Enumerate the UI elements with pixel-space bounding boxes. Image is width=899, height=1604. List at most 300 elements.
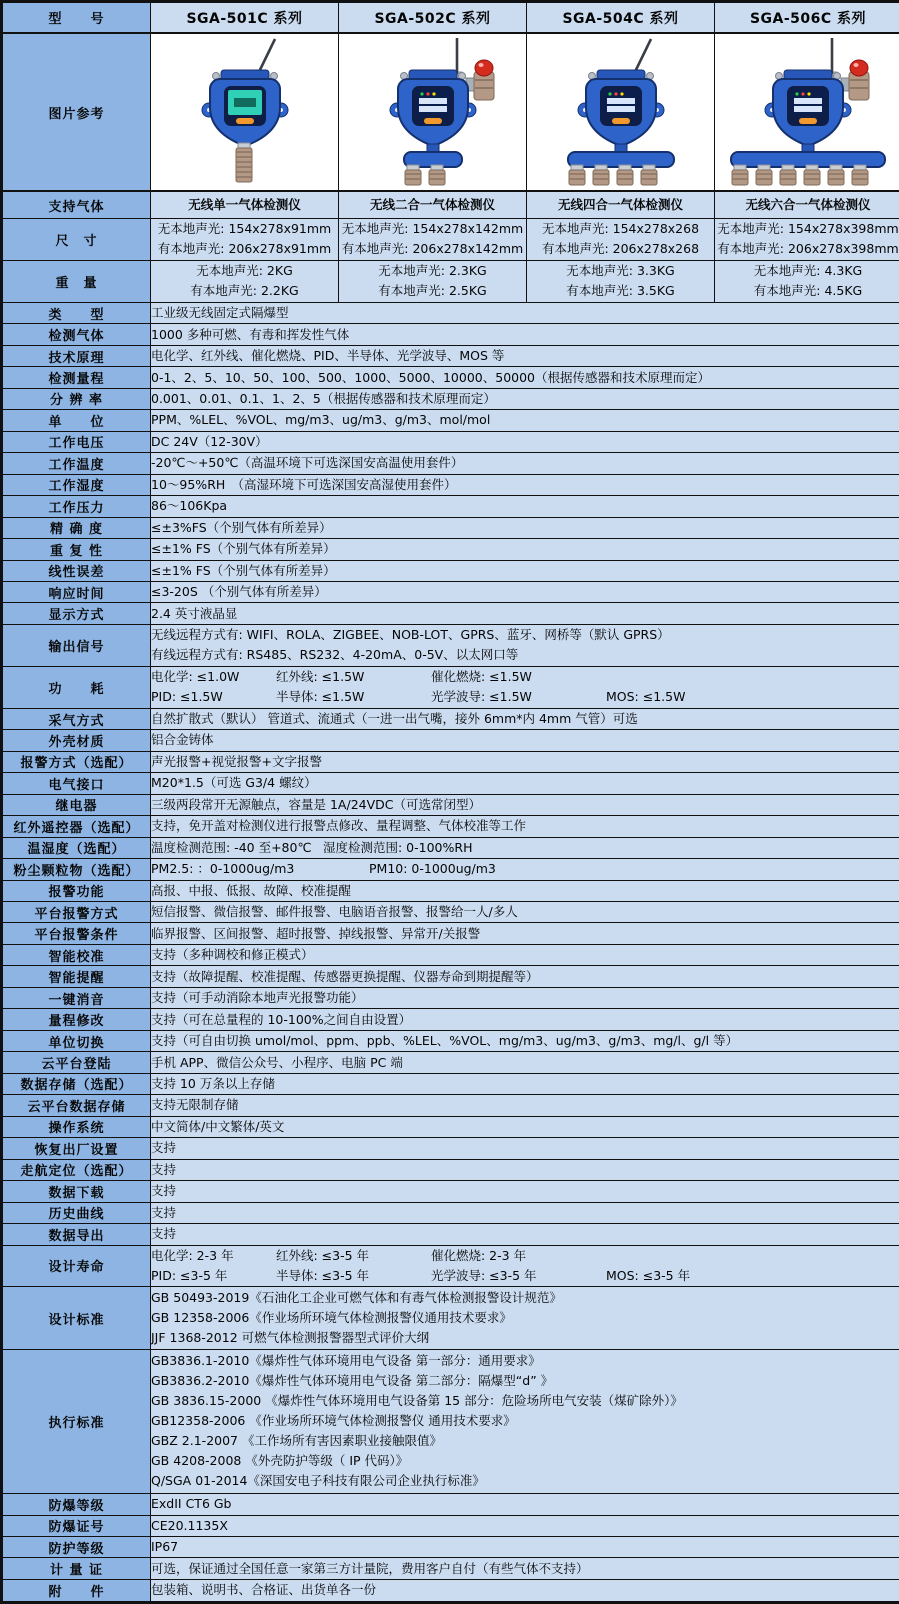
row-value-sampling-mode <box>151 708 899 729</box>
row-label-design-standard: 设计标准 <box>3 1287 151 1349</box>
row-value-smart-reminder <box>151 966 899 987</box>
row-value-display-mode <box>151 603 899 624</box>
spec-row-resolution <box>3 388 899 409</box>
value-line: ≤±3%FS（个别气体有所差异） <box>151 519 332 535</box>
row-label-sampling-mode: 采气方式 <box>3 708 151 729</box>
value-line: 电化学、红外线、催化燃烧、PID、半导体、光学波导、MOS 等 <box>151 348 505 364</box>
value-line: 三级两段常开无源触点，容量是 1A/24VDC（可选常闭型） <box>151 796 481 812</box>
value-line: 无本地声光: 154x278x91mm <box>157 221 332 237</box>
spec-row-supported-gas <box>3 191 899 219</box>
row-value-weight-col0 <box>151 260 339 302</box>
sensor-head-icon <box>236 143 252 182</box>
value-line: 支持（故障提醒、校准提醒、传感器更换提醒、仪器寿命到期提醒等） <box>151 968 539 984</box>
spec-row-weight <box>3 260 899 302</box>
row-label-data-storage: 数据存储（选配） <box>3 1073 151 1094</box>
value-line: GB 4208-2008 《外壳防护等级（ IP 代码）》 <box>151 1453 409 1469</box>
header-row <box>3 3 899 34</box>
row-label-protection-grade: 防护等级 <box>3 1536 151 1557</box>
value-line: 无本地声光: 2KG <box>196 263 293 279</box>
value-line: DC 24V（12-30V） <box>151 433 268 449</box>
row-value-design-standard <box>151 1287 899 1349</box>
value-segment: PID: ≤3-5 年 <box>151 1267 228 1283</box>
row-label-power-consumption: 功 耗 <box>3 666 151 708</box>
row-value-execution-standard <box>151 1349 899 1493</box>
row-value-repeatability <box>151 539 899 560</box>
row-value-supported-gas-col1 <box>339 191 527 219</box>
value-line: 支持（可在总量程的 10-100%之间自由设置） <box>151 1011 412 1027</box>
value-line: 无线二合一气体检测仪 <box>369 197 495 212</box>
row-label-design-life: 设计寿命 <box>3 1245 151 1287</box>
spec-row-design-standard <box>3 1287 899 1349</box>
spec-row-platform-alarm-mode <box>3 902 899 923</box>
spec-row-metrology-cert <box>3 1558 899 1579</box>
value-line: 有本地声光: 206x278x398mm <box>717 241 899 257</box>
sensor-head-icon <box>828 165 844 185</box>
value-segment: 电化学: 2-3 年 <box>151 1247 234 1263</box>
value-line: 手机 APP、微信公众号、小程序、电脑 PC 端 <box>151 1054 403 1070</box>
row-value-metrology-cert <box>151 1558 899 1579</box>
row-value-power-consumption <box>151 666 899 708</box>
row-value-ir-remote <box>151 816 899 837</box>
value-segment: MOS: ≤1.5W <box>606 689 686 705</box>
value-line: 包装箱、说明书、合格证、出货单各一份 <box>151 1582 377 1598</box>
spec-row-working-humidity <box>3 474 899 495</box>
row-label-data-download: 数据下载 <box>3 1181 151 1202</box>
row-label-navigation-position: 走航定位（选配） <box>3 1159 151 1180</box>
row-value-unit-switch <box>151 1030 899 1051</box>
value-line: M20*1.5（可选 G3/4 螺纹） <box>151 775 317 791</box>
row-label-response-time: 响应时间 <box>3 581 151 602</box>
value-line: ≤3-20S （个别气体有所差异） <box>151 584 327 600</box>
value-line: 中文简体/中文繁体/英文 <box>151 1118 285 1134</box>
spec-row-detected-gas <box>3 324 899 345</box>
row-label-ir-remote: 红外遥控器（选配） <box>3 816 151 837</box>
row-value-type <box>151 302 899 323</box>
spec-row-type <box>3 302 899 323</box>
value-line: 有本地声光: 3.5KG <box>566 283 675 299</box>
value-segment: PM10: 0-1000ug/m3 <box>369 861 496 877</box>
row-label-metrology-cert: 计 量 证 <box>3 1558 151 1579</box>
value-line: 有本地声光: 206x278x91mm <box>157 241 332 257</box>
value-line: 无线六合一气体检测仪 <box>745 197 871 212</box>
spec-row-range-modify <box>3 1009 899 1030</box>
device-image-cell-2 <box>527 33 715 191</box>
value-line: 支持（可自由切换 umol/mol、ppm、ppb、%LEL、%VOL、mg/m3、ug/m3、g/m3、mg/l、g/l 等） <box>151 1033 739 1049</box>
row-label-housing-material: 外壳材质 <box>3 730 151 751</box>
row-label-one-key-mute: 一键消音 <box>3 987 151 1008</box>
image-row <box>3 33 899 191</box>
row-value-protection-grade <box>151 1536 899 1557</box>
row-value-working-temperature <box>151 453 899 474</box>
row-value-supported-gas-col2 <box>527 191 715 219</box>
device-screen <box>228 90 262 115</box>
value-line: -20℃～+50℃（高温环境下可选深国安高温使用套件） <box>151 455 464 471</box>
row-value-technology <box>151 345 899 366</box>
row-value-data-export <box>151 1224 899 1245</box>
value-line: 临界报警、区间报警、超时报警、掉线报警、异常开/关报警 <box>151 925 481 941</box>
sensor-head-icon <box>732 165 748 185</box>
value-line: 高报、中报、低报、故障、校准提醒 <box>151 882 352 898</box>
row-value-detection-range <box>151 367 899 388</box>
row-value-dimensions-col0 <box>151 219 339 261</box>
row-label-repeatability: 重 复 性 <box>3 539 151 560</box>
value-line: 86～106Kpa <box>151 498 228 514</box>
row-value-weight-col2 <box>527 260 715 302</box>
row-value-linearity-error <box>151 560 899 581</box>
row-label-cloud-login: 云平台登陆 <box>3 1052 151 1073</box>
row-label-technology: 技术原理 <box>3 345 151 366</box>
spec-row-cloud-data-storage <box>3 1095 899 1116</box>
value-line: 短信报警、微信报警、邮件报警、电脑语音报警、报警给一人/多人 <box>151 904 518 920</box>
spec-row-accessories <box>3 1579 899 1601</box>
value-line <box>151 1266 899 1286</box>
value-line: 无线四合一气体检测仪 <box>557 197 683 212</box>
row-label-data-export: 数据导出 <box>3 1224 151 1245</box>
value-line: ≤±1% FS（个别气体有所差异） <box>151 541 336 557</box>
row-value-electrical-interface <box>151 773 899 794</box>
value-line: 支持 <box>151 1226 177 1242</box>
row-value-working-voltage <box>151 431 899 452</box>
spec-row-factory-reset <box>3 1138 899 1159</box>
row-value-accessories <box>151 1579 899 1601</box>
row-label-unit-switch: 单位切换 <box>3 1030 151 1051</box>
value-line: 无本地声光: 3.3KG <box>566 263 675 279</box>
spec-row-linearity-error <box>3 560 899 581</box>
spec-row-accuracy <box>3 517 899 538</box>
row-value-cloud-data-storage <box>151 1095 899 1116</box>
row-value-unit <box>151 410 899 431</box>
row-value-explosion-proof-grade <box>151 1494 899 1515</box>
gas-detector-illustration <box>715 34 899 186</box>
value-line: GB3836.2-2010《爆炸性气体环境用电气设备 第二部分：隔爆型“d” 》 <box>151 1373 554 1389</box>
sensor-head-icon <box>804 165 820 185</box>
value-line <box>151 859 899 879</box>
value-line: 无本地声光: 154x278x268 <box>541 221 700 237</box>
value-segment: 光学波导: ≤1.5W <box>431 689 532 705</box>
spec-row-operating-system <box>3 1116 899 1137</box>
spec-row-navigation-position <box>3 1159 899 1180</box>
device-screen <box>416 90 450 115</box>
spec-row-temp-humidity <box>3 837 899 858</box>
spec-row-dust-particles <box>3 859 899 880</box>
row-label-unit: 单 位 <box>3 410 151 431</box>
value-segment: MOS: ≤3-5 年 <box>606 1267 691 1283</box>
sensor-head-icon <box>429 165 445 185</box>
row-label-smart-reminder: 智能提醒 <box>3 966 151 987</box>
value-line: 工业级无线固定式隔爆型 <box>151 305 289 321</box>
row-label-alarm-function: 报警功能 <box>3 880 151 901</box>
spec-row-unit-switch <box>3 1030 899 1051</box>
row-value-data-storage <box>151 1073 899 1094</box>
spec-row-power-consumption <box>3 666 899 708</box>
value-segment: 催化燃烧: 2-3 年 <box>431 1247 527 1263</box>
row-label-cloud-data-storage: 云平台数据存储 <box>3 1095 151 1116</box>
row-label-resolution: 分 辨 率 <box>3 388 151 409</box>
row-value-alarm-function <box>151 880 899 901</box>
value-line <box>151 667 899 687</box>
row-label-supported-gas: 支持气体 <box>3 191 151 219</box>
value-segment: PID: ≤1.5W <box>151 689 223 705</box>
device-screen <box>604 90 638 115</box>
value-segment: 温度检测范围: -40 至+80℃ <box>151 839 312 855</box>
row-value-one-key-mute <box>151 987 899 1008</box>
row-value-range-modify <box>151 1009 899 1030</box>
spec-row-smart-calibration <box>3 944 899 965</box>
value-line: GBZ 2.1-2007 《工作场所有害因素职业接触限值》 <box>151 1433 442 1449</box>
row-label-history-curve: 历史曲线 <box>3 1202 151 1223</box>
value-line: GB 3836.15-2000 《爆炸性气体环境用电气设备第 15 部分：危险场所电气安装（煤矿除外）》 <box>151 1393 683 1409</box>
spec-row-data-export <box>3 1224 899 1245</box>
value-line: 支持（可手动消除本地声光报警功能） <box>151 990 364 1006</box>
spec-row-housing-material <box>3 730 899 751</box>
row-label-electrical-interface: 电气接口 <box>3 773 151 794</box>
value-line: 支持 <box>151 1204 177 1220</box>
gas-detector-illustration <box>152 34 338 186</box>
row-label-temp-humidity: 温湿度（选配） <box>3 837 151 858</box>
value-line: 有本地声光: 2.5KG <box>378 283 487 299</box>
screen-orange-indicator <box>799 118 817 124</box>
row-value-dimensions-col2 <box>527 219 715 261</box>
series-header-1: SGA-502C 系列 <box>339 3 527 34</box>
spec-row-protection-grade <box>3 1536 899 1557</box>
row-label-range-modify: 量程修改 <box>3 1009 151 1030</box>
value-segment: 红外线: ≤1.5W <box>276 669 365 685</box>
spec-row-history-curve <box>3 1202 899 1223</box>
sensor-head-icon <box>617 165 633 185</box>
device-image-cell-1 <box>339 33 527 191</box>
value-line: IP67 <box>151 1539 179 1555</box>
alarm-beacon-icon <box>466 60 494 100</box>
value-line: PPM、%LEL、%VOL、mg/m3、ug/m3、g/m3、mol/mol <box>151 412 491 428</box>
spec-row-explosion-proof-cert <box>3 1515 899 1536</box>
spec-row-working-voltage <box>3 431 899 452</box>
spec-row-unit <box>3 410 899 431</box>
device-image-cell-0 <box>151 33 339 191</box>
row-label-explosion-proof-cert: 防爆证号 <box>3 1515 151 1536</box>
value-line: 有本地声光: 4.5KG <box>753 283 863 299</box>
value-line: ExdII CT6 Gb <box>151 1496 232 1512</box>
row-label-working-pressure: 工作压力 <box>3 496 151 517</box>
spec-row-dimensions <box>3 219 899 261</box>
spec-row-alarm-mode <box>3 751 899 772</box>
row-value-working-pressure <box>151 496 899 517</box>
row-value-output-signal <box>151 624 899 666</box>
value-line: 0.001、0.01、0.1、1、2、5（根据传感器和技术原理而定） <box>151 390 496 406</box>
row-value-temp-humidity <box>151 837 899 858</box>
row-value-dimensions-col3 <box>715 219 899 261</box>
spec-row-response-time <box>3 581 899 602</box>
value-line: ≤±1% FS（个别气体有所差异） <box>151 562 336 578</box>
row-label-detected-gas: 检测气体 <box>3 324 151 345</box>
row-label-working-temperature: 工作温度 <box>3 453 151 474</box>
value-line: 无本地声光: 4.3KG <box>753 263 863 279</box>
spec-row-smart-reminder <box>3 966 899 987</box>
row-label-accessories: 附 件 <box>3 1579 151 1601</box>
row-value-data-download <box>151 1181 899 1202</box>
row-value-relay <box>151 794 899 815</box>
spec-row-technology <box>3 345 899 366</box>
row-label-smart-calibration: 智能校准 <box>3 944 151 965</box>
spec-row-output-signal <box>3 624 899 666</box>
screen-orange-indicator <box>424 118 442 124</box>
value-line: 支持，免开盖对检测仪进行报警点修改、量程调整、气体校准等工作 <box>151 818 527 834</box>
value-line: 无本地声光: 154x278x142mm <box>341 221 524 237</box>
row-label-dust-particles: 粉尘颗粒物（选配） <box>3 859 151 880</box>
row-label-type: 类 型 <box>3 302 151 323</box>
spec-row-ir-remote <box>3 816 899 837</box>
image-row-label: 图片参考 <box>3 33 151 191</box>
row-label-detection-range: 检测量程 <box>3 367 151 388</box>
row-value-accuracy <box>151 517 899 538</box>
gas-detector-illustration <box>340 34 526 186</box>
row-label-working-humidity: 工作湿度 <box>3 474 151 495</box>
value-line: Q/SGA 01-2014《深国安电子科技有限公司企业执行标准》 <box>151 1473 485 1489</box>
spec-row-data-download <box>3 1181 899 1202</box>
spec-row-sampling-mode <box>3 708 899 729</box>
spec-row-detection-range <box>3 367 899 388</box>
spec-row-cloud-login <box>3 1052 899 1073</box>
value-line: 支持 <box>151 1161 177 1177</box>
value-line: 无线远程方式有: WIFI、ROLA、ZIGBEE、NOB-LOT、GPRS、蓝牙、网桥等（默认 GPRS） <box>151 627 670 643</box>
value-line: 支持 <box>151 1183 177 1199</box>
value-line: 无线单一气体检测仪 <box>188 197 301 212</box>
row-label-execution-standard: 执行标准 <box>3 1349 151 1493</box>
value-segment: 湿度检测范围: 0-100%RH <box>323 839 473 855</box>
row-value-alarm-mode <box>151 751 899 772</box>
row-label-linearity-error: 线性误差 <box>3 560 151 581</box>
spec-row-electrical-interface <box>3 773 899 794</box>
row-value-dimensions-col1 <box>339 219 527 261</box>
row-label-accuracy: 精 确 度 <box>3 517 151 538</box>
value-line: GB 12358-2006《作业场所环境气体检测报警仪通用技术要求》 <box>151 1310 512 1326</box>
sensor-head-icon <box>780 165 796 185</box>
spec-row-repeatability <box>3 539 899 560</box>
spec-row-data-storage <box>3 1073 899 1094</box>
value-line: 有本地声光: 206x278x268 <box>541 241 700 257</box>
value-segment: 红外线: ≤3-5 年 <box>276 1247 370 1263</box>
row-value-housing-material <box>151 730 899 751</box>
value-segment: 催化燃烧: ≤1.5W <box>431 669 532 685</box>
value-line <box>151 1246 899 1266</box>
value-line: 自然扩散式（默认） 管道式、流通式（一进一出气嘴，接外 6mm*内 4mm 气管）可选 <box>151 711 638 727</box>
gas-detector-illustration <box>528 34 714 186</box>
value-line: 铝合金铸体 <box>151 732 214 748</box>
spec-row-execution-standard <box>3 1349 899 1493</box>
row-label-weight: 重 量 <box>3 260 151 302</box>
row-label-relay: 继电器 <box>3 794 151 815</box>
value-segment: 半导体: ≤1.5W <box>276 689 365 705</box>
row-label-explosion-proof-grade: 防爆等级 <box>3 1494 151 1515</box>
row-value-smart-calibration <box>151 944 899 965</box>
row-value-history-curve <box>151 1202 899 1223</box>
row-value-working-humidity <box>151 474 899 495</box>
spec-table <box>2 2 899 1602</box>
value-line: 支持无限制存储 <box>151 1097 239 1113</box>
series-header-3: SGA-506C 系列 <box>715 3 899 34</box>
value-line: CE20.1135X <box>151 1517 228 1533</box>
value-line: 1000 多种可燃、有毒和挥发性气体 <box>151 326 350 342</box>
row-label-operating-system: 操作系统 <box>3 1116 151 1137</box>
spec-row-explosion-proof-grade <box>3 1494 899 1515</box>
row-value-resolution <box>151 388 899 409</box>
row-label-platform-alarm-condition: 平台报警条件 <box>3 923 151 944</box>
row-label-alarm-mode: 报警方式（选配） <box>3 751 151 772</box>
value-line: 0-1、2、5、10、50、100、500、1000、5000、10000、50000（根据传感器和技术原理而定） <box>151 369 711 385</box>
sensor-head-icon <box>852 165 868 185</box>
row-label-output-signal: 输出信号 <box>3 624 151 666</box>
sensor-head-icon <box>569 165 585 185</box>
row-label-display-mode: 显示方式 <box>3 603 151 624</box>
sensor-head-icon <box>593 165 609 185</box>
row-value-explosion-proof-cert <box>151 1515 899 1536</box>
screen-orange-indicator <box>236 118 254 124</box>
spec-row-alarm-function <box>3 880 899 901</box>
row-value-supported-gas-col0 <box>151 191 339 219</box>
value-line <box>151 687 899 707</box>
value-line: 有本地声光: 2.2KG <box>190 283 299 299</box>
row-value-navigation-position <box>151 1159 899 1180</box>
value-line: 无本地声光: 2.3KG <box>378 263 487 279</box>
row-value-detected-gas <box>151 324 899 345</box>
value-line: 2.4 英寸液晶显 <box>151 605 238 621</box>
value-line: 支持 <box>151 1140 177 1156</box>
value-line: 10～95%RH （高湿环境下可选深国安高湿使用套件） <box>151 476 457 492</box>
value-line: 支持（多种调校和修正模式） <box>151 947 314 963</box>
row-value-factory-reset <box>151 1138 899 1159</box>
screen-orange-indicator <box>612 118 630 124</box>
row-label-working-voltage: 工作电压 <box>3 431 151 452</box>
sensor-head-icon <box>756 165 772 185</box>
value-line: GB3836.1-2010《爆炸性气体环境用电气设备 第一部分：通用要求》 <box>151 1353 541 1369</box>
value-segment: 半导体: ≤3-5 年 <box>276 1267 370 1283</box>
row-value-cloud-login <box>151 1052 899 1073</box>
row-value-response-time <box>151 581 899 602</box>
spec-row-platform-alarm-condition <box>3 923 899 944</box>
spec-row-display-mode <box>3 603 899 624</box>
value-segment: 电化学: ≤1.0W <box>151 669 240 685</box>
row-label-platform-alarm-mode: 平台报警方式 <box>3 902 151 923</box>
row-value-dust-particles <box>151 859 899 880</box>
row-label-factory-reset: 恢复出厂设置 <box>3 1138 151 1159</box>
value-line: 无本地声光: 154x278x398mm <box>717 221 899 237</box>
spec-row-working-temperature <box>3 453 899 474</box>
row-value-platform-alarm-mode <box>151 902 899 923</box>
device-image-cell-3 <box>715 33 899 191</box>
sensor-head-icon <box>405 165 421 185</box>
series-header-0: SGA-501C 系列 <box>151 3 339 34</box>
row-value-supported-gas-col3 <box>715 191 899 219</box>
value-segment: PM2.5: ：0-1000ug/m3 <box>151 861 295 877</box>
model-header-label: 型 号 <box>3 3 151 34</box>
row-value-platform-alarm-condition <box>151 923 899 944</box>
row-value-design-life <box>151 1245 899 1287</box>
device-screen <box>791 90 825 115</box>
sensor-head-icon <box>641 165 657 185</box>
value-line <box>151 838 899 858</box>
spec-row-one-key-mute <box>3 987 899 1008</box>
series-header-2: SGA-504C 系列 <box>527 3 715 34</box>
row-label-dimensions: 尺 寸 <box>3 219 151 261</box>
value-line: GB12358-2006 《作业场所环境气体检测报警仪 通用技术要求》 <box>151 1413 516 1429</box>
value-line: 可选，保证通过全国任意一家第三方计量院，费用客户自付（有些气体不支持） <box>151 1560 589 1576</box>
value-segment: 光学波导: ≤3-5 年 <box>431 1267 537 1283</box>
spec-row-relay <box>3 794 899 815</box>
value-line: JJF 1368-2012 可燃气体检测报警器型式评价大纲 <box>151 1330 430 1346</box>
spec-row-working-pressure <box>3 496 899 517</box>
row-value-weight-col1 <box>339 260 527 302</box>
row-value-operating-system <box>151 1116 899 1137</box>
row-value-weight-col3 <box>715 260 899 302</box>
